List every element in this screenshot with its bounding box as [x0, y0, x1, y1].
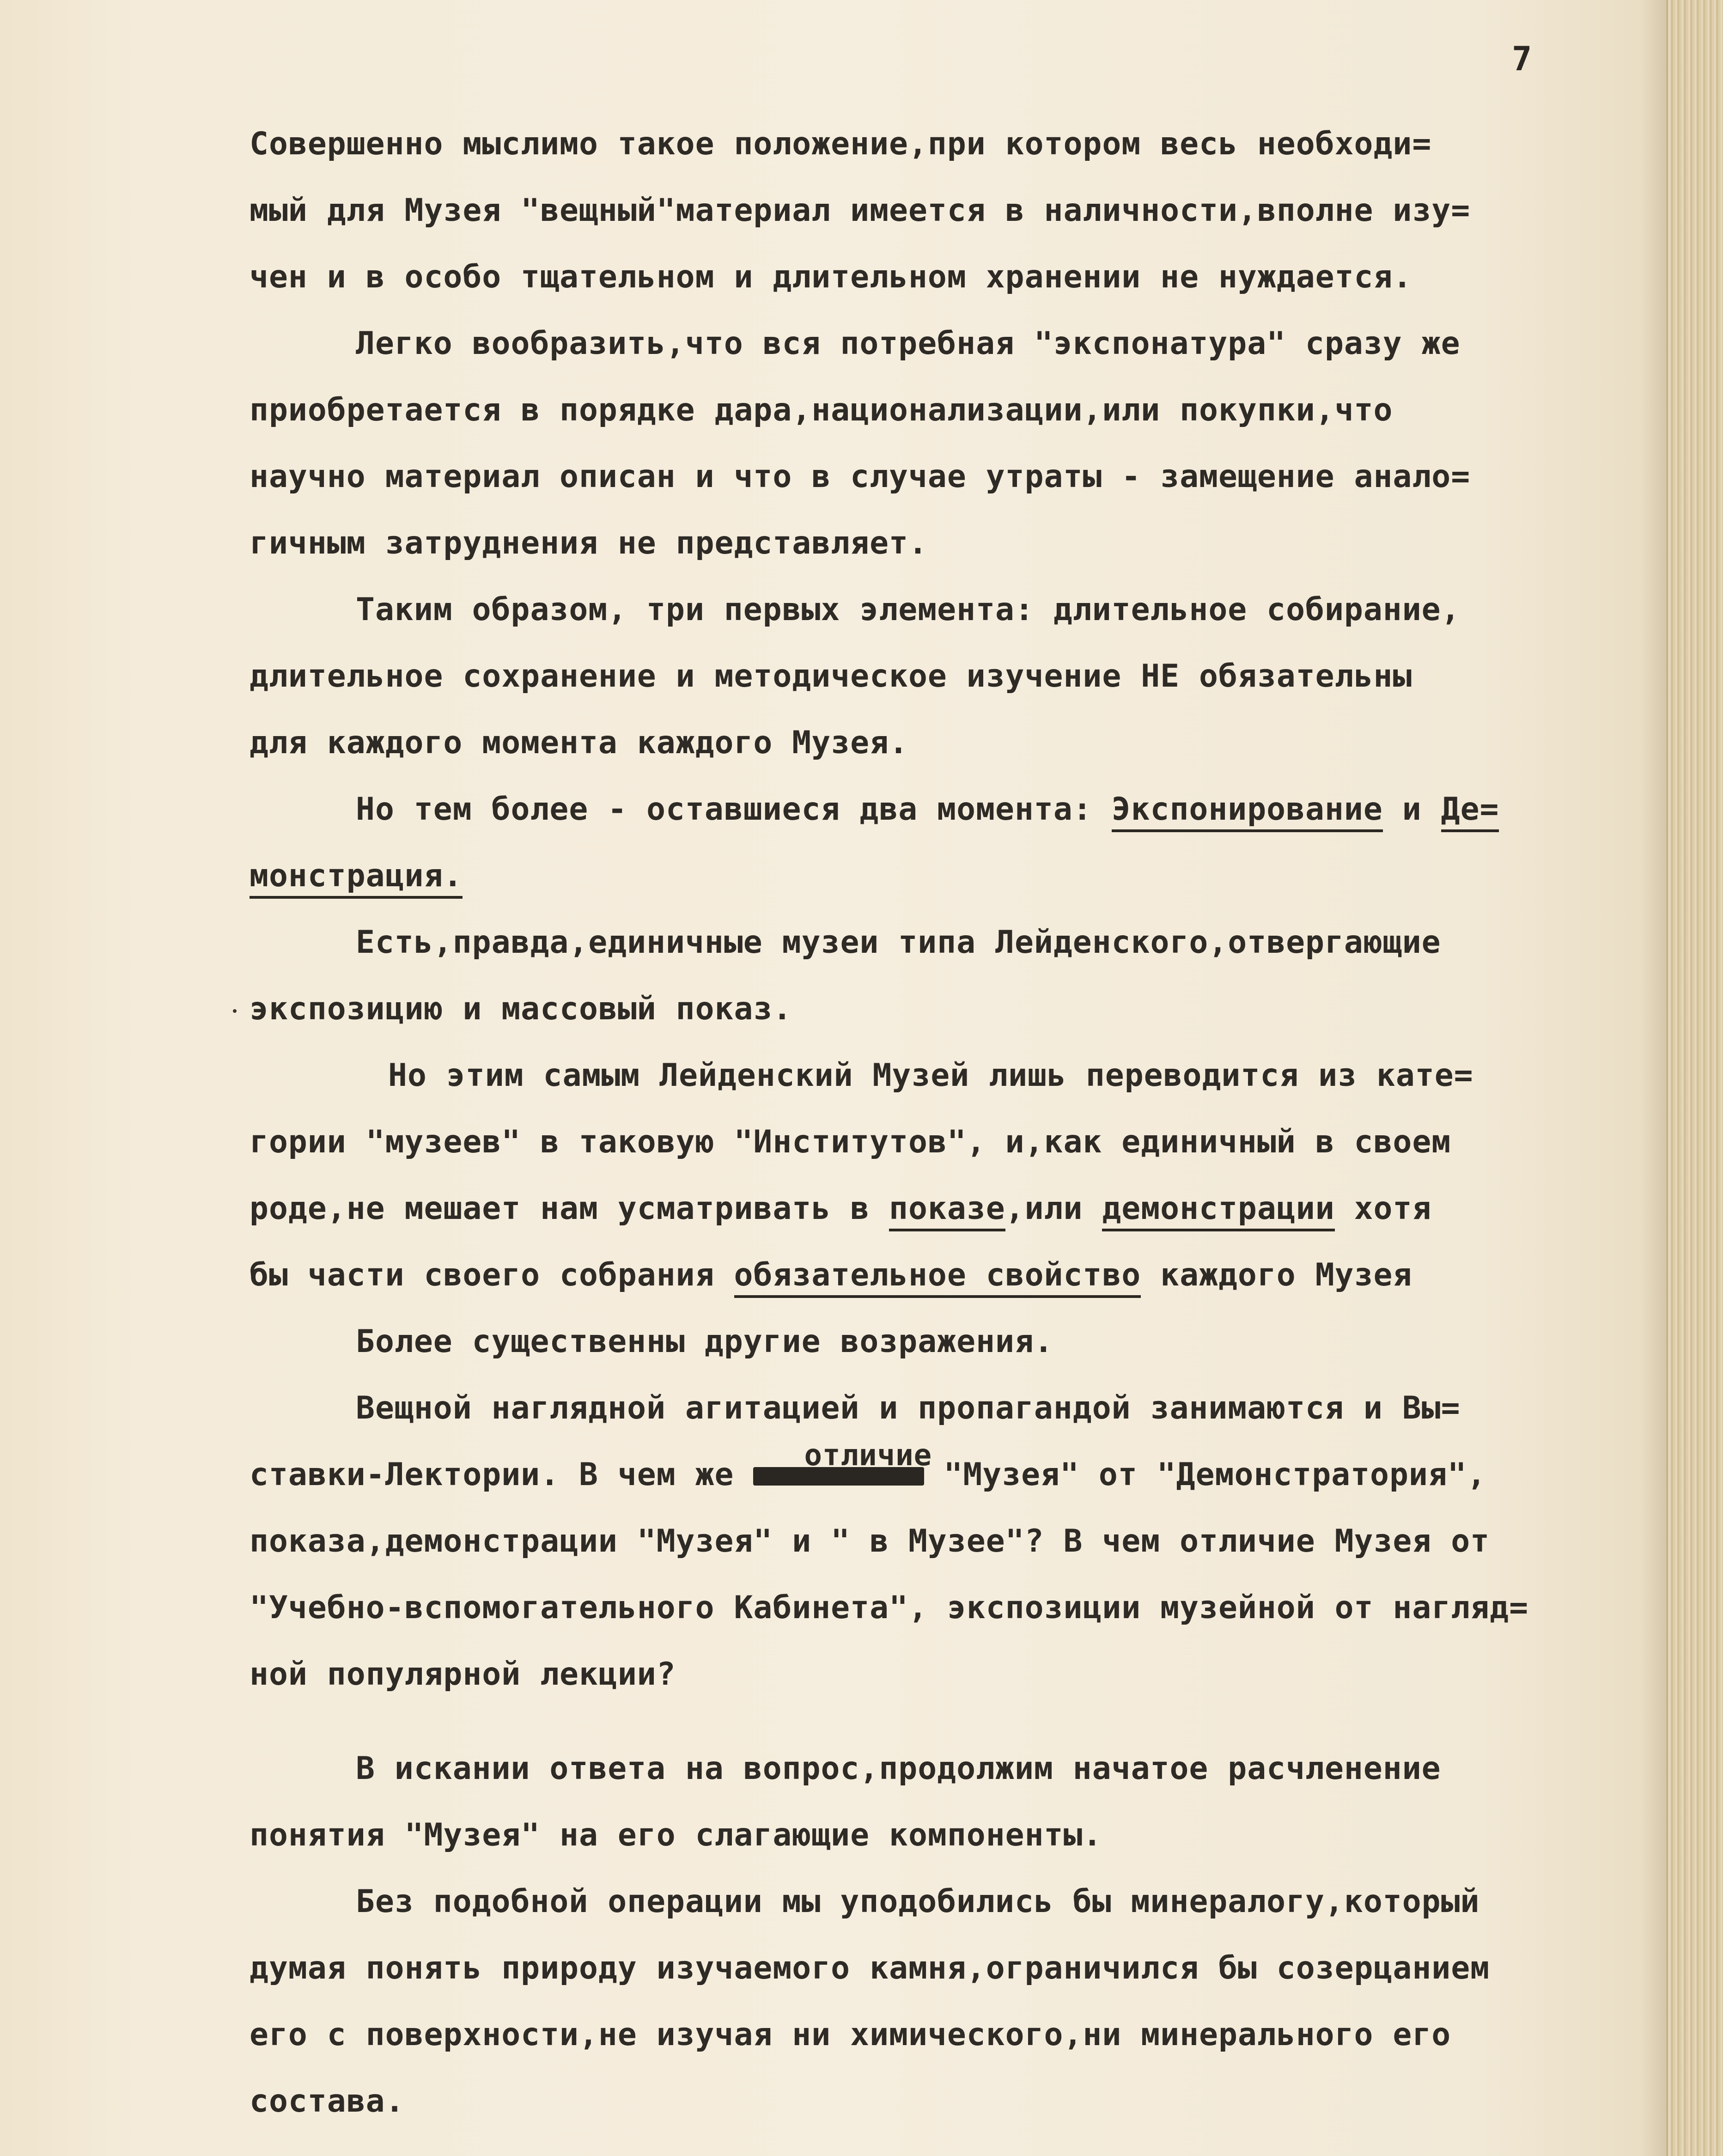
- stacked-page-edges: [1667, 0, 1723, 2156]
- typewritten-text: [250, 111, 1626, 2135]
- paragraph-2: [250, 311, 1626, 577]
- text-line: [250, 1242, 1626, 1309]
- paragraph-3: [250, 577, 1626, 776]
- paragraph-gap: [250, 1708, 1626, 1736]
- text-line: Легко вообразить,что вся потребная "экспонатура" сразу же: [356, 325, 1461, 362]
- text-line: гории "музеев" в таковую "Институтов", и,как единичный в своем: [250, 1124, 1451, 1160]
- page-number: 7: [1512, 39, 1532, 78]
- underlined-term-exposition: Экспонирование: [1112, 791, 1383, 832]
- text-span: ,или: [1005, 1190, 1102, 1227]
- text-span: хотя: [1334, 1190, 1432, 1227]
- text-line: [250, 843, 1626, 909]
- text-line: Более существенны другие возражения.: [356, 1323, 1053, 1360]
- text-span: Но тем более - оставшиеся два момента:: [356, 791, 1112, 828]
- text-line: приобретается в порядке дара,национализации,или покупки,что: [250, 392, 1393, 428]
- text-line: Вещной наглядной агитацией и пропагандой занимаются и Вы=: [356, 1390, 1461, 1426]
- text-line: Есть,правда,единичные музеи типа Лейденского,отвергающие: [356, 924, 1441, 961]
- underlined-term-mandatory-property: обязательное свойство: [734, 1257, 1141, 1298]
- text-line: [250, 1438, 1626, 1508]
- text-line: Без подобной операции мы уподобились бы минералогу,который: [356, 1883, 1480, 1920]
- text-line: мый для Музея "вещный"материал имеется в наличности,вполне изу=: [250, 192, 1471, 229]
- text-line: показа,демонстрации "Музея" и " в Музее"? В чем отличие Музея от: [250, 1523, 1490, 1559]
- underlined-term-demonstration-end: монстрация.: [250, 858, 463, 899]
- text-line: научно материал описан и что в случае утраты - замещение анало=: [250, 458, 1471, 495]
- text-span: "Музея" от "Демонстратория",: [924, 1456, 1486, 1493]
- text-line: Совершенно мыслимо такое положение,при котором весь необходи=: [250, 126, 1432, 162]
- text-line: длительное сохранение и методическое изучение НЕ обязательны: [250, 658, 1412, 694]
- text-span: каждого Музея: [1141, 1257, 1412, 1293]
- text-line: В искании ответа на вопрос,продолжим начатое расчленение: [356, 1750, 1441, 1787]
- paragraph-8: [250, 1375, 1626, 1708]
- text-span: и: [1382, 791, 1441, 828]
- text-span: роде,не мешает нам усматривать в: [250, 1190, 889, 1227]
- paragraph-4: [250, 776, 1626, 909]
- paragraph-7: [250, 1309, 1626, 1375]
- binding-shadow: [1640, 0, 1668, 2156]
- text-span: бы части своего собрания: [250, 1257, 734, 1293]
- paragraph-5: [250, 909, 1626, 1042]
- inserted-word: отличие: [804, 1438, 932, 1473]
- paragraph-10: [250, 1869, 1626, 2135]
- text-line: [250, 1175, 1626, 1242]
- text-line: гичным затруднения не представляет.: [250, 525, 928, 561]
- underlined-term-demonstration: Де=: [1441, 791, 1499, 832]
- paragraph-6: [250, 1042, 1626, 1309]
- text-line: Но этим самым Лейденский Музей лишь переводится из кате=: [388, 1057, 1473, 1094]
- text-line: понятия "Музея" на его слагающие компоненты.: [250, 1817, 1102, 1853]
- text-line: состава.: [250, 2083, 405, 2119]
- text-line: Таким образом, три первых элемента: длительное собирание,: [356, 591, 1461, 628]
- text-line: [250, 776, 1626, 843]
- text-line: думая понять природу изучаемого камня,ограничился бы созерцанием: [250, 1950, 1490, 1986]
- correction-insert: [753, 1438, 932, 1493]
- text-line: "Учебно-вспомогательного Кабинета", экспозиции музейной от нагляд=: [250, 1590, 1529, 1626]
- text-line: чен и в особо тщательном и длительном хранении не нуждается.: [250, 259, 1412, 295]
- text-line: его с поверхности,не изучая ни химического,ни минерального его: [250, 2016, 1451, 2053]
- underlined-term-demonstration: демонстрации: [1102, 1190, 1334, 1231]
- text-line: экспозицию и массовый показ.: [250, 991, 792, 1027]
- underlined-term-showing: показе: [889, 1190, 1005, 1231]
- ink-dot: [233, 1009, 237, 1013]
- paragraph-9: [250, 1736, 1626, 1869]
- paragraph-1: [250, 111, 1626, 311]
- text-line: для каждого момента каждого Музея.: [250, 725, 908, 761]
- text-span: ставки-Лектории. В чем же: [250, 1456, 754, 1493]
- text-line: ной популярной лекции?: [250, 1656, 676, 1693]
